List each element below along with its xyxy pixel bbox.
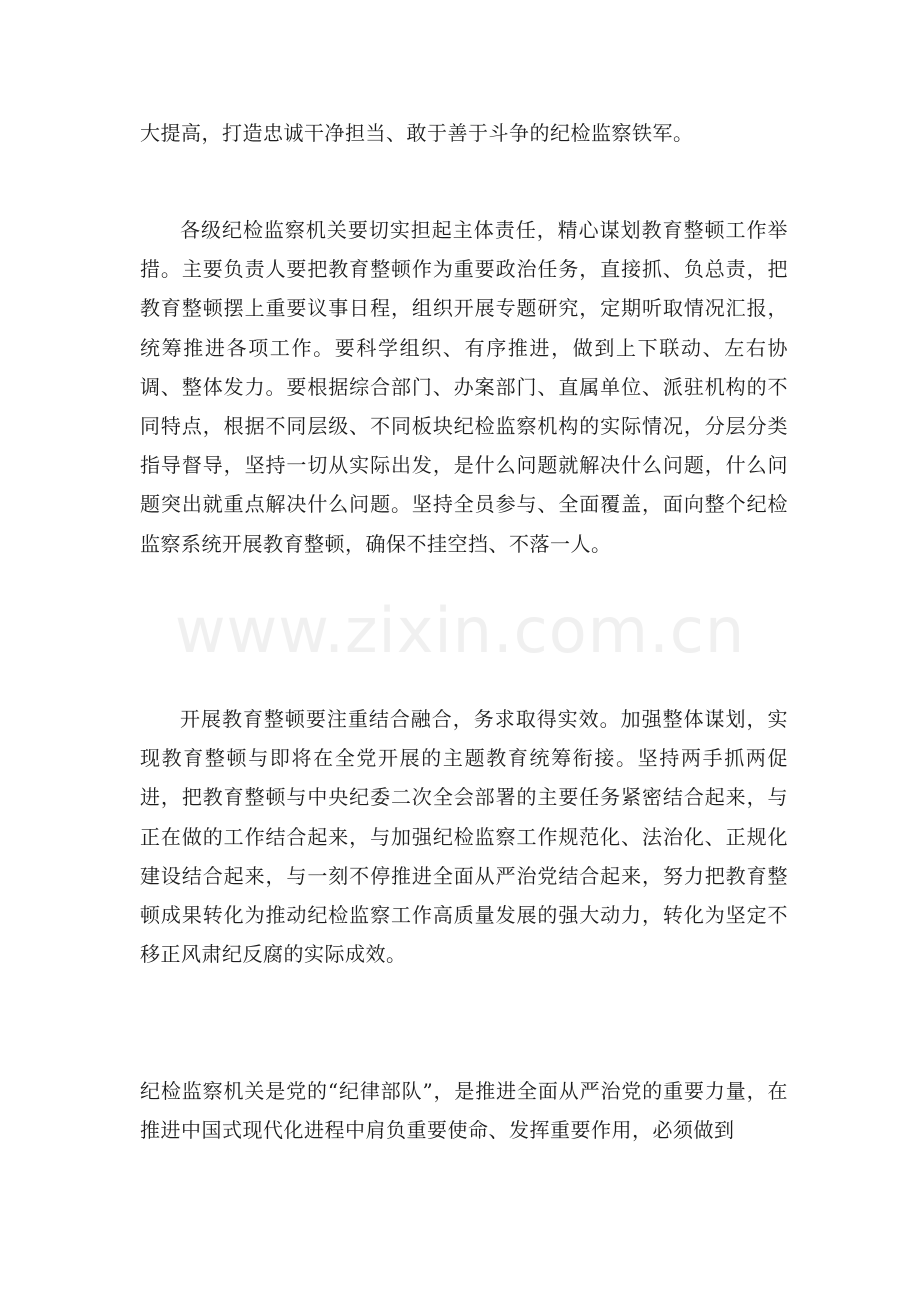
paragraph-integration: 开展教育整顿要注重结合融合，务求取得实效。加强整体谋划，实现教育整顿与即将在全党开展的主题教育统筹衔接。坚持两手抓两促进，把教育整顿与中央纪委二次全会部署的主要任务紧密结合起来，与正在做的工作结合起来，与加强纪检监察工作规范化、法治化、正规化建设结合起来，与一刻不停推进全面从严治党结合起来，努力把教育整顿成果转化为推动纪检监察工作高质量发展的强大动力，转化为坚定不移正风肃纪反腐的实际成效。 [140, 707, 788, 967]
watermark: www.zixin.com.cn [174, 594, 746, 667]
paragraph-continuation: 大提高，打造忠诚干净担当、敢于善于斗争的纪检监察铁军。 [140, 121, 694, 145]
paragraph-discipline-force: 纪检监察机关是党的“纪律部队”，是推进全面从严治党的重要力量，在推进中国式现代化进程中肩负重要使命、发挥重要作用，必须做到 [140, 1079, 788, 1143]
paragraph-responsibility: 各级纪检监察机关要切实担起主体责任，精心谋划教育整顿工作举措。主要负责人要把教育整顿作为重要政治任务，直接抓、负总责，把教育整顿摆上重要议事日程，组织开展专题研究，定期听取情况汇报，统筹推进各项工作。要科学组织、有序推进，做到上下联动、左右协调、整体发力。要根据综合部门、办案部门、直属单位、派驻机构的不同特点，根据不同层级、不同板块纪检监察机构的实际情况，分层分类指导督导，坚持一切从实际出发，是什么问题就解决什么问题，什么问题突出就重点解决什么问题。坚持全员参与、全面覆盖，面向整个纪检监察系统开展教育整顿，确保不挂空挡、不落一人。 [140, 218, 788, 556]
